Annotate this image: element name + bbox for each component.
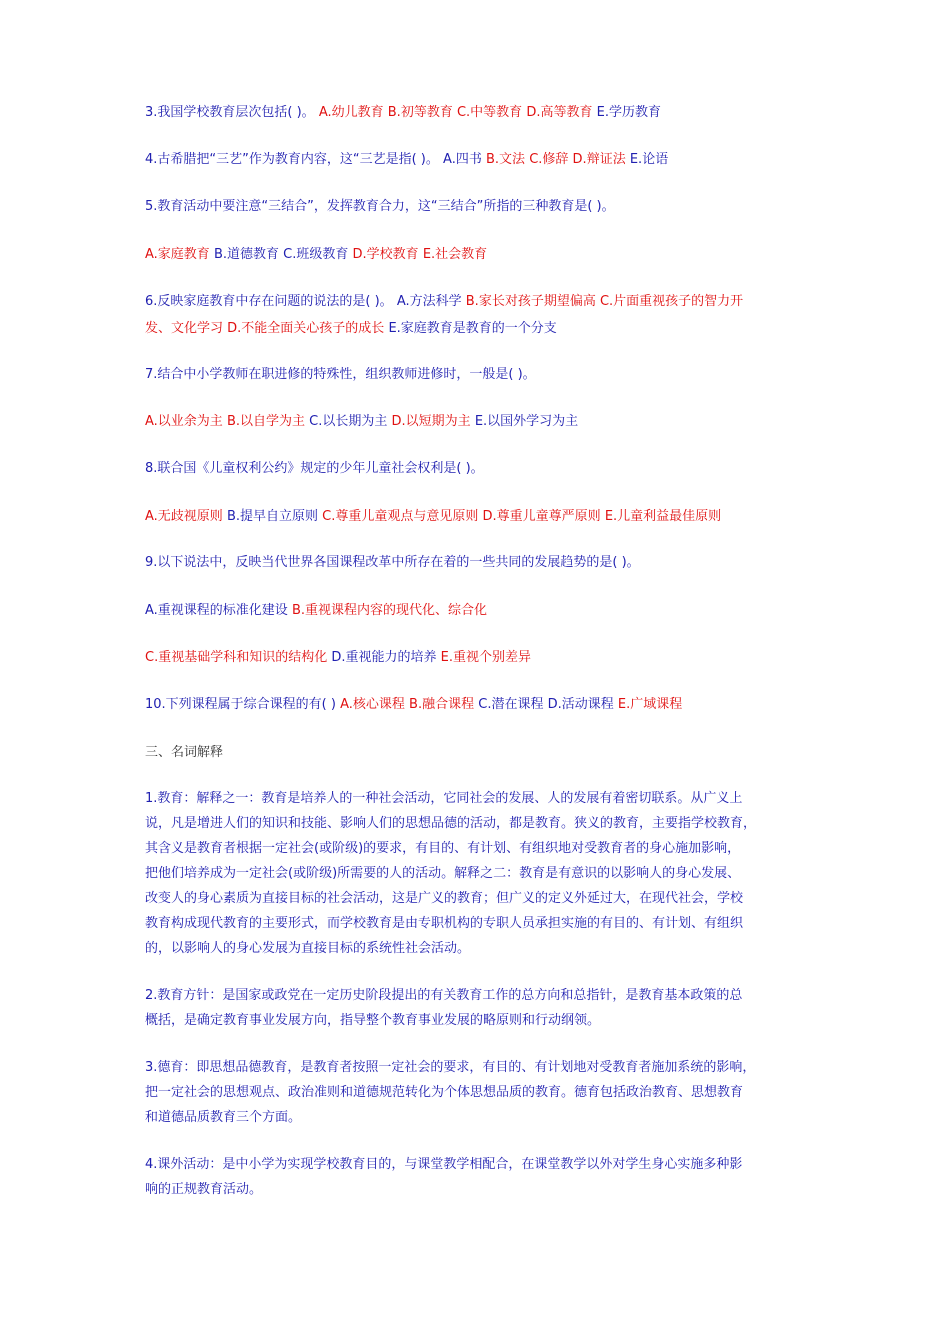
option-d: D.活动课程 — [547, 697, 614, 712]
option-a: A.幼儿教育 — [318, 105, 384, 120]
option-e: E.学历教育 — [596, 105, 661, 120]
option-c: C.潜在课程 — [478, 697, 544, 712]
question-stem: 9.以下说法中，反映当代世界各国课程改革中所存在着的一些共同的发展趋势的是( )。 — [145, 555, 640, 570]
question-5 — [145, 198, 615, 216]
option-c: C.片面重视孩子的智力开 — [599, 294, 744, 309]
paragraph-line: 的，以影响人的身心发展为直接目标的系统性社会活动。 — [145, 941, 471, 956]
option-c: C.班级教育 — [283, 247, 349, 262]
paragraph-line: 其含义是教育者根据一定社会(或阶级)的要求，有目的、有计划、有组织地对受教育者的身心施加影响， — [145, 841, 741, 856]
question-5-options — [145, 246, 487, 264]
option-c: C.重视基础学科和知识的结构化 — [145, 650, 328, 665]
option-e: E.广域课程 — [617, 697, 683, 712]
question-stem: 3.我国学校教育层次包括( )。 — [145, 105, 319, 120]
option-c-continued: 发、文化学习 — [145, 321, 224, 336]
question-8-options — [145, 508, 721, 526]
option-e: E.以国外学习为主 — [474, 414, 579, 429]
option-a: A.无歧视原则 — [145, 509, 223, 524]
paragraph-line: 把一定社会的思想观点、政治准则和道德规范转化为个体思想品质的教育。德育包括政治教育、思想教育 — [145, 1085, 744, 1100]
question-4 — [145, 151, 668, 169]
paragraph-line: 把他们培养成为一定社会(或阶级)所需要的人的活动。解释之二：教育是有意识的以影响人的身心发展、 — [145, 866, 741, 881]
paragraph-line: 1.教育：解释之一：教育是培养人的一种社会活动，它同社会的发展、人的发展有着密切联系。从广义上 — [145, 791, 743, 806]
paragraph-line: 4.课外活动：是中小学为实现学校教育目的，与课堂教学相配合，在课堂教学以外对学生身心实施多种影 — [145, 1157, 743, 1172]
question-8 — [145, 460, 484, 478]
option-b: B.以自学为主 — [226, 414, 306, 429]
option-a: A.重视课程的标准化建设 — [145, 603, 288, 618]
paragraph-line: 改变人的身心素质为直接目标的社会活动，这是广义的教育；但广义的定义外延过大，在现代社会，学校 — [145, 891, 744, 906]
option-a: A.以业余为主 — [145, 414, 223, 429]
option-e: E.重视个别差异 — [440, 650, 532, 665]
option-d: D.学校教育 — [352, 247, 419, 262]
paragraph-line: 3.德育：即思想品德教育，是教育者按照一定社会的要求，有目的、有计划地对受教育者施加系统的影响， — [145, 1060, 756, 1075]
question-stem: 6.反映家庭教育中存在问题的说法的是( )。 — [145, 294, 397, 309]
question-stem: 8.联合国《儿童权利公约》规定的少年儿童社会权利是( )。 — [145, 461, 484, 476]
option-a: A.四书 — [443, 152, 482, 167]
option-c: C.修辞 — [529, 152, 569, 167]
question-stem: 10.下列课程属于综合课程的有( ) — [145, 697, 341, 712]
option-e: E.论语 — [629, 152, 669, 167]
question-3 — [145, 104, 661, 122]
option-b: B.重视课程内容的现代化、综合化 — [291, 603, 488, 618]
option-b: B.文法 — [485, 152, 526, 167]
option-e: E.社会教育 — [422, 247, 488, 262]
option-b: B.融合课程 — [409, 697, 475, 712]
paragraph-line: 说，凡是增进人们的知识和技能、影响人们的思想品德的活动，都是教育。狭义的教育，主要指学校教育， — [145, 816, 757, 831]
option-b: B.初等教育 — [387, 105, 453, 120]
question-9-options-1 — [145, 602, 487, 620]
section-heading: 三、名词解释 — [145, 745, 224, 760]
option-d: D.辩证法 — [572, 152, 626, 167]
question-stem: 4.古希腊把“三艺”作为教育内容，这“三艺是指( )。 — [145, 152, 444, 167]
option-e: E.儿童利益最佳原则 — [604, 509, 722, 524]
question-9-options-2 — [145, 649, 531, 667]
question-9 — [145, 554, 640, 572]
paragraph-line: 响的正规教育活动。 — [145, 1182, 263, 1197]
question-stem: 7.结合中小学教师在职进修的特殊性，组织教师进修时，一般是( )。 — [145, 367, 536, 382]
paragraph-line: 概括，是确定教育事业发展方向，指导整个教育事业发展的略原则和行动纲领。 — [145, 1013, 601, 1028]
option-b: B.提早自立原则 — [226, 509, 319, 524]
paragraph-line: 教育构成现代教育的主要形式，而学校教育是由专职机构的专职人员承担实施的有目的、有计划、有组织 — [145, 916, 744, 931]
option-a: A.家庭教育 — [145, 247, 210, 262]
paragraph-line: 2.教育方针：是国家或政党在一定历史阶段提出的有关教育工作的总方向和总指针，是教育基本政策的总 — [145, 988, 743, 1003]
option-c: C.以长期为主 — [309, 414, 388, 429]
question-10 — [145, 696, 682, 714]
option-d: D.高等教育 — [526, 105, 593, 120]
option-c: C.尊重儿童观点与意见原则 — [322, 509, 479, 524]
option-d: D.尊重儿童尊严原则 — [482, 509, 601, 524]
option-a: A.方法科学 — [396, 294, 462, 309]
option-c: C.中等教育 — [456, 105, 523, 120]
option-a: A.核心课程 — [340, 697, 405, 712]
option-d: D.重视能力的培养 — [331, 650, 437, 665]
question-6 — [145, 293, 743, 311]
option-b: B.家长对孩子期望偏高 — [465, 294, 596, 309]
option-b: B.道德教育 — [213, 247, 280, 262]
option-d: D.不能全面关心孩子的成长 — [227, 321, 385, 336]
question-stem: 5.教育活动中要注意“三结合”，发挥教育合力，这“三结合”所指的三种教育是( )。 — [145, 199, 615, 214]
paragraph-line: 和道德品质教育三个方面。 — [145, 1110, 302, 1125]
option-d: D.以短期为主 — [391, 414, 471, 429]
question-7-options — [145, 413, 578, 431]
question-7 — [145, 366, 536, 384]
question-6-continued — [145, 320, 557, 338]
option-e: E.家庭教育是教育的一个分支 — [388, 321, 557, 336]
